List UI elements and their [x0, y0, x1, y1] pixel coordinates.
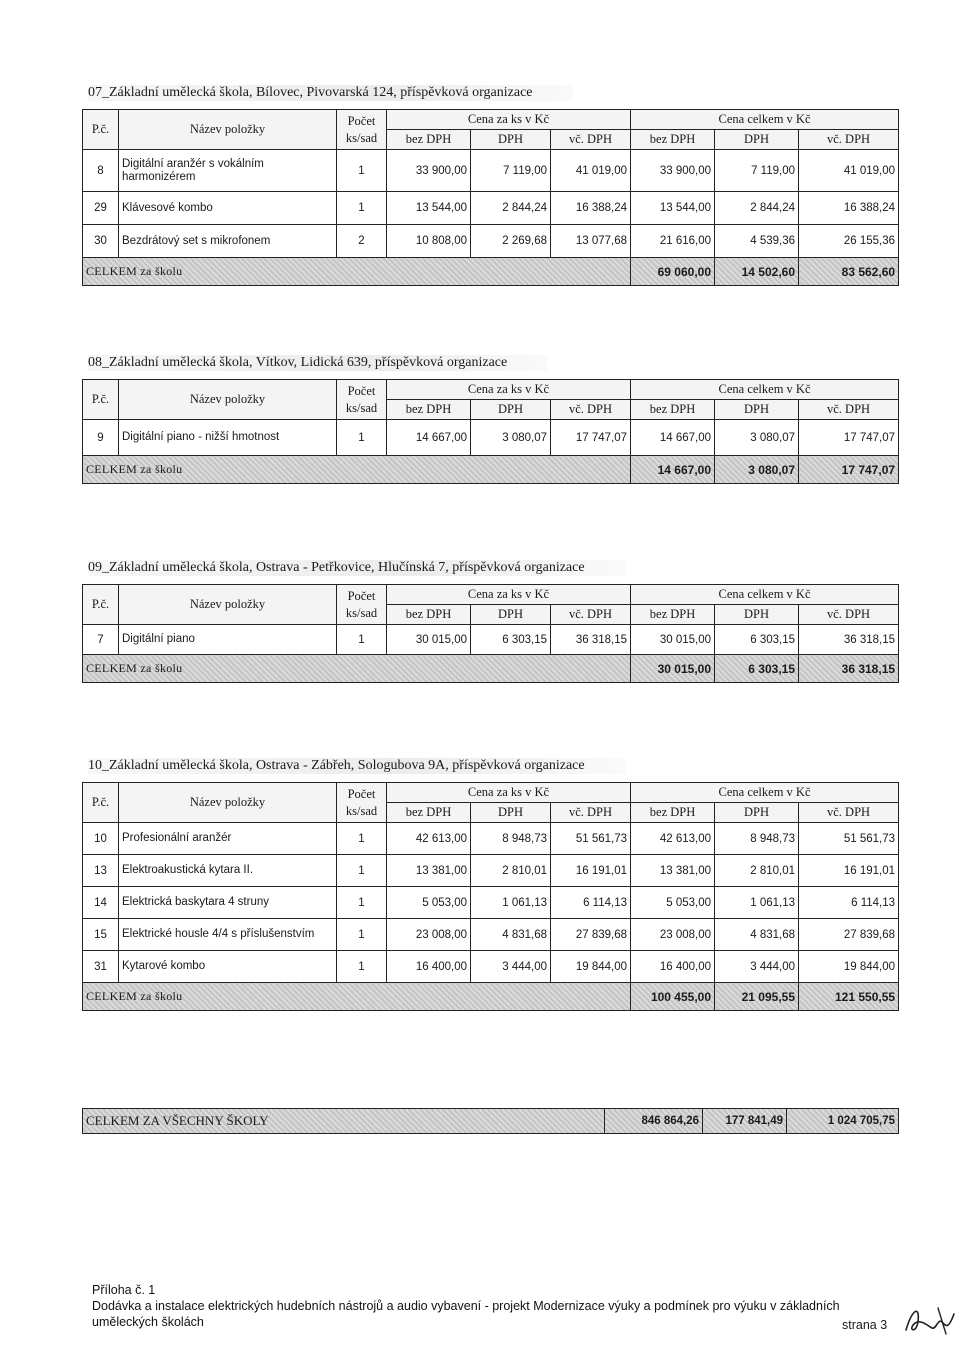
- school-total-vat: 3 080,07: [715, 456, 799, 484]
- row-total-with-vat: 17 747,07: [799, 420, 899, 456]
- row-total-with-vat: 36 318,15: [799, 625, 899, 655]
- header-no-vat: bez DPH: [631, 605, 715, 625]
- row-unit-with-vat: 6 114,13: [551, 887, 631, 919]
- header-no-vat: bez DPH: [631, 130, 715, 150]
- school-section: [82, 85, 898, 285]
- header-qty-line2: ks/sad: [345, 130, 378, 145]
- header-vat: DPH: [715, 130, 799, 150]
- attachment-label: Příloha č. 1: [92, 1283, 156, 1297]
- footer-description: Dodávka a instalace elektrických hudebních nástrojů a audio vybavení - projekt Modernizace výuky a podmínek pro výuku v základních uměleckých školách: [92, 1299, 840, 1329]
- school-total-no-vat: 14 667,00: [631, 456, 715, 484]
- school-total-with-vat: 83 562,60: [799, 258, 899, 286]
- table-row: [83, 225, 899, 258]
- row-unit-no-vat: 14 667,00: [387, 420, 471, 456]
- row-item-name: Bezdrátový set s mikrofonem: [119, 225, 337, 258]
- row-unit-vat: 6 303,15: [471, 625, 551, 655]
- row-unit-vat: 8 948,73: [471, 823, 551, 855]
- table-row: [83, 919, 899, 951]
- table-row: [83, 420, 899, 456]
- row-total-vat: 8 948,73: [715, 823, 799, 855]
- header-qty-line2: ks/sad: [345, 400, 378, 415]
- row-pc: 7: [83, 625, 119, 655]
- header-qty-line2: ks/sad: [345, 605, 378, 620]
- school-section: [82, 355, 898, 555]
- row-pc: 15: [83, 919, 119, 951]
- header-with-vat: vč. DPH: [551, 803, 631, 823]
- header-with-vat: vč. DPH: [551, 400, 631, 420]
- table-row: [83, 855, 899, 887]
- row-total-no-vat: 16 400,00: [631, 951, 715, 983]
- header-qty: [337, 585, 387, 625]
- header-qty-line2: ks/sad: [345, 803, 378, 818]
- header-qty: [337, 110, 387, 150]
- row-total-vat: 4 831,68: [715, 919, 799, 951]
- row-total-no-vat: 13 381,00: [631, 855, 715, 887]
- row-unit-no-vat: 10 808,00: [387, 225, 471, 258]
- header-qty-line1: Počet: [347, 113, 376, 128]
- table-row: [83, 823, 899, 855]
- items-table: [82, 379, 899, 484]
- row-total-no-vat: 14 667,00: [631, 420, 715, 456]
- grand-total-vat: 177 841,49: [703, 1109, 787, 1134]
- header-with-vat: vč. DPH: [799, 400, 899, 420]
- row-total-with-vat: 41 019,00: [799, 150, 899, 192]
- row-unit-with-vat: 41 019,00: [551, 150, 631, 192]
- header-qty-line1: Počet: [347, 786, 376, 801]
- row-total-vat: 3 444,00: [715, 951, 799, 983]
- header-with-vat: vč. DPH: [799, 130, 899, 150]
- row-unit-no-vat: 23 008,00: [387, 919, 471, 951]
- school-total-vat: 14 502,60: [715, 258, 799, 286]
- header-with-vat: vč. DPH: [551, 130, 631, 150]
- row-total-vat: 2 810,01: [715, 855, 799, 887]
- row-unit-with-vat: 51 561,73: [551, 823, 631, 855]
- header-pc: P.č.: [83, 380, 119, 420]
- row-unit-no-vat: 13 544,00: [387, 192, 471, 225]
- row-total-no-vat: 42 613,00: [631, 823, 715, 855]
- school-total-label: CELKEM za školu: [83, 655, 631, 683]
- row-item-name: Klávesové kombo: [119, 192, 337, 225]
- school-total-row: [83, 983, 899, 1011]
- header-qty-line1: Počet: [347, 383, 376, 398]
- row-unit-vat: 4 831,68: [471, 919, 551, 951]
- row-total-vat: 1 061,13: [715, 887, 799, 919]
- row-total-with-vat: 16 191,01: [799, 855, 899, 887]
- section-title: 07_Základní umělecká škola, Bílovec, Pivovarská 124, příspěvková organizace: [88, 85, 573, 101]
- row-total-no-vat: 33 900,00: [631, 150, 715, 192]
- row-qty: 1: [337, 420, 387, 456]
- row-unit-no-vat: 42 613,00: [387, 823, 471, 855]
- school-total-no-vat: 30 015,00: [631, 655, 715, 683]
- header-total-price: Cena celkem v Kč: [631, 380, 899, 400]
- row-total-with-vat: 26 155,36: [799, 225, 899, 258]
- row-unit-vat: 1 061,13: [471, 887, 551, 919]
- grand-total-label: CELKEM ZA VŠECHNY ŠKOLY: [83, 1109, 605, 1134]
- header-vat: DPH: [471, 130, 551, 150]
- row-unit-vat: 3 444,00: [471, 951, 551, 983]
- school-total-no-vat: 100 455,00: [631, 983, 715, 1011]
- header-vat: DPH: [471, 803, 551, 823]
- header-row: [83, 783, 899, 803]
- header-qty: [337, 783, 387, 823]
- row-item-name: Elektrické housle 4/4 s příslušenstvím: [119, 919, 337, 951]
- row-total-no-vat: 23 008,00: [631, 919, 715, 951]
- header-total-price: Cena celkem v Kč: [631, 110, 899, 130]
- header-unit-price: Cena za ks v Kč: [387, 380, 631, 400]
- grand-total-row: [83, 1109, 899, 1134]
- header-with-vat: vč. DPH: [799, 605, 899, 625]
- table-row: [83, 887, 899, 919]
- header-with-vat: vč. DPH: [799, 803, 899, 823]
- header-vat: DPH: [715, 605, 799, 625]
- row-unit-no-vat: 13 381,00: [387, 855, 471, 887]
- row-total-vat: 4 539,36: [715, 225, 799, 258]
- school-total-with-vat: 17 747,07: [799, 456, 899, 484]
- header-vat: DPH: [471, 400, 551, 420]
- header-unit-price: Cena za ks v Kč: [387, 585, 631, 605]
- row-item-name: Elektrická baskytara 4 struny: [119, 887, 337, 919]
- row-unit-no-vat: 33 900,00: [387, 150, 471, 192]
- row-unit-with-vat: 16 191,01: [551, 855, 631, 887]
- header-row: [83, 110, 899, 130]
- header-no-vat: bez DPH: [387, 400, 471, 420]
- row-pc: 30: [83, 225, 119, 258]
- header-no-vat: bez DPH: [387, 605, 471, 625]
- row-unit-no-vat: 16 400,00: [387, 951, 471, 983]
- header-pc: P.č.: [83, 783, 119, 823]
- header-name: Název položky: [119, 585, 337, 625]
- row-total-no-vat: 13 544,00: [631, 192, 715, 225]
- row-item-name: Kytarové kombo: [119, 951, 337, 983]
- row-total-no-vat: 30 015,00: [631, 625, 715, 655]
- row-unit-vat: 2 844,24: [471, 192, 551, 225]
- school-total-vat: 6 303,15: [715, 655, 799, 683]
- row-total-with-vat: 51 561,73: [799, 823, 899, 855]
- section-title: 09_Základní umělecká škola, Ostrava - Petřkovice, Hlučínská 7, příspěvková organizace: [88, 560, 625, 576]
- table-row: [83, 625, 899, 655]
- school-total-row: [83, 258, 899, 286]
- row-item-name: Profesionální aranžér: [119, 823, 337, 855]
- row-pc: 10: [83, 823, 119, 855]
- header-qty: [337, 380, 387, 420]
- school-section: [82, 560, 898, 760]
- row-unit-vat: 2 269,68: [471, 225, 551, 258]
- school-total-with-vat: 36 318,15: [799, 655, 899, 683]
- row-unit-vat: 7 119,00: [471, 150, 551, 192]
- row-total-with-vat: 27 839,68: [799, 919, 899, 951]
- row-unit-with-vat: 27 839,68: [551, 919, 631, 951]
- row-item-name: Elektroakustická kytara II.: [119, 855, 337, 887]
- handwritten-signature-icon: [902, 1300, 958, 1340]
- row-unit-vat: 3 080,07: [471, 420, 551, 456]
- school-total-vat: 21 095,55: [715, 983, 799, 1011]
- row-total-vat: 7 119,00: [715, 150, 799, 192]
- page-number: strana 3: [842, 1318, 888, 1332]
- section-title: 08_Základní umělecká škola, Vítkov, Lidická 639, příspěvková organizace: [88, 355, 547, 371]
- school-total-row: [83, 655, 899, 683]
- row-qty: 1: [337, 919, 387, 951]
- row-item-name: Digitální piano: [119, 625, 337, 655]
- row-total-no-vat: 5 053,00: [631, 887, 715, 919]
- school-total-label: CELKEM za školu: [83, 983, 631, 1011]
- header-no-vat: bez DPH: [387, 803, 471, 823]
- grand-total-no-vat: 846 864,26: [605, 1109, 703, 1134]
- header-name: Název položky: [119, 110, 337, 150]
- row-unit-with-vat: 19 844,00: [551, 951, 631, 983]
- header-vat: DPH: [715, 400, 799, 420]
- row-pc: 8: [83, 150, 119, 192]
- header-row: [83, 585, 899, 605]
- school-total-no-vat: 69 060,00: [631, 258, 715, 286]
- row-total-with-vat: 6 114,13: [799, 887, 899, 919]
- school-total-with-vat: 121 550,55: [799, 983, 899, 1011]
- table-row: [83, 951, 899, 983]
- row-total-vat: 2 844,24: [715, 192, 799, 225]
- header-unit-price: Cena za ks v Kč: [387, 110, 631, 130]
- grand-total-table: [82, 1108, 899, 1134]
- row-unit-with-vat: 16 388,24: [551, 192, 631, 225]
- row-qty: 2: [337, 225, 387, 258]
- row-total-vat: 3 080,07: [715, 420, 799, 456]
- header-name: Název položky: [119, 380, 337, 420]
- row-qty: 1: [337, 625, 387, 655]
- header-vat: DPH: [715, 803, 799, 823]
- row-qty: 1: [337, 855, 387, 887]
- items-table: [82, 109, 899, 286]
- school-total-row: [83, 456, 899, 484]
- items-table: [82, 584, 899, 683]
- school-total-label: CELKEM za školu: [83, 456, 631, 484]
- row-unit-vat: 2 810,01: [471, 855, 551, 887]
- row-total-vat: 6 303,15: [715, 625, 799, 655]
- row-unit-with-vat: 13 077,68: [551, 225, 631, 258]
- table-row: [83, 150, 899, 192]
- row-total-no-vat: 21 616,00: [631, 225, 715, 258]
- row-pc: 31: [83, 951, 119, 983]
- section-title: 10_Základní umělecká škola, Ostrava - Zábřeh, Sologubova 9A, příspěvková organizace: [88, 758, 625, 774]
- row-item-name: Digitální aranžér s vokálním harmonizérem: [119, 150, 337, 192]
- row-qty: 1: [337, 192, 387, 225]
- table-row: [83, 192, 899, 225]
- header-no-vat: bez DPH: [631, 803, 715, 823]
- row-pc: 14: [83, 887, 119, 919]
- header-no-vat: bez DPH: [631, 400, 715, 420]
- row-pc: 13: [83, 855, 119, 887]
- header-row: [83, 380, 899, 400]
- header-unit-price: Cena za ks v Kč: [387, 783, 631, 803]
- row-total-with-vat: 16 388,24: [799, 192, 899, 225]
- row-qty: 1: [337, 150, 387, 192]
- header-with-vat: vč. DPH: [551, 605, 631, 625]
- header-total-price: Cena celkem v Kč: [631, 783, 899, 803]
- row-total-with-vat: 19 844,00: [799, 951, 899, 983]
- page-footer: [92, 1282, 912, 1330]
- row-unit-with-vat: 17 747,07: [551, 420, 631, 456]
- header-no-vat: bez DPH: [387, 130, 471, 150]
- grand-total-with-vat: 1 024 705,75: [787, 1109, 899, 1134]
- school-total-label: CELKEM za školu: [83, 258, 631, 286]
- row-qty: 1: [337, 887, 387, 919]
- row-pc: 9: [83, 420, 119, 456]
- items-table: [82, 782, 899, 1011]
- row-unit-no-vat: 5 053,00: [387, 887, 471, 919]
- header-name: Název položky: [119, 783, 337, 823]
- row-item-name: Digitální piano - nižší hmotnost: [119, 420, 337, 456]
- row-qty: 1: [337, 951, 387, 983]
- header-pc: P.č.: [83, 110, 119, 150]
- row-qty: 1: [337, 823, 387, 855]
- header-pc: P.č.: [83, 585, 119, 625]
- row-unit-no-vat: 30 015,00: [387, 625, 471, 655]
- row-pc: 29: [83, 192, 119, 225]
- header-qty-line1: Počet: [347, 588, 376, 603]
- school-section: [82, 758, 898, 1004]
- row-unit-with-vat: 36 318,15: [551, 625, 631, 655]
- header-total-price: Cena celkem v Kč: [631, 585, 899, 605]
- header-vat: DPH: [471, 605, 551, 625]
